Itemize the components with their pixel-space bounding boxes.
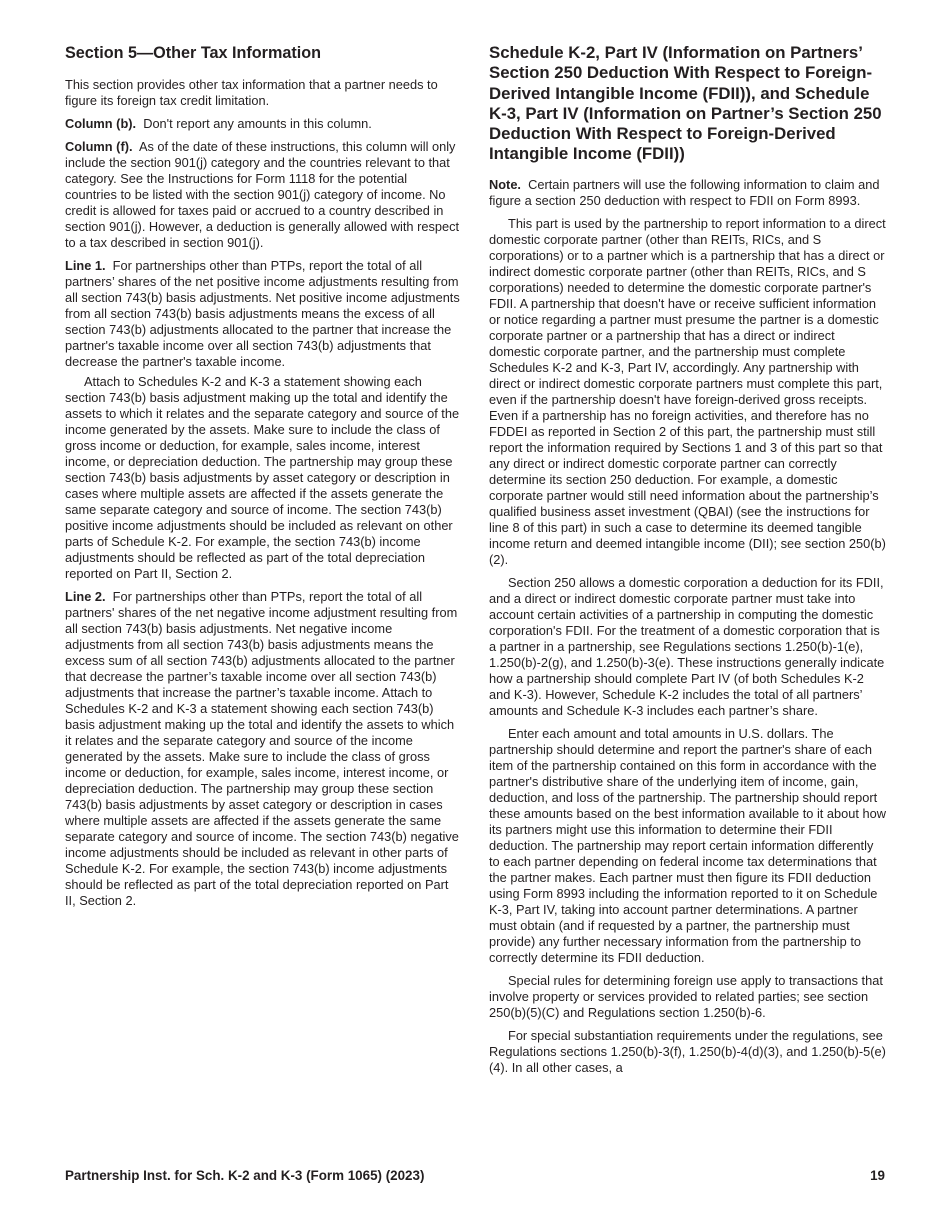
paragraph-part-use: This part is used by the partnership to report information to a direct domestic corporate partner (other than REITs, RICs, and S corporations) or to a partner which is a partnership that has a direct or indirect domestic corporate partner (other than REITs, RICs, and S corporations) needed to determine the domestic corporate partner's FDII. A partnership that doesn't have or receive sufficient information or notice regarding a partner must presume the partner is a domestic corporate partner or a partnership that has a direct or indirect domestic corporate partner, and the partnership must complete Schedules K-2 and K-3, Part IV, accordingly. Any partnership with direct or indirect domestic corporate partners must complete this part, even if the partnership doesn't have foreign-derived gross receipts. Even if a partnership has no foreign activities, and therefore has no FDDEI as reported in Section 2 of this part, the partnership must still report the information required by Sections 1 and 3 of this part so that any direct or indirect domestic corporate partner can correctly determine its section 250 deduction. For example, a domestic corporate partner would still need information about the partnership’s qualified business asset investment (QBAI) (see the instructions for line 8 of this part) in such a case to determine its deemed tangible income return and deemed intangible income (DII); see section 250(b)(2). [489,215,886,567]
column-f-paragraph [65,139,462,251]
line-1-paragraph [65,258,462,370]
column-b-lead: Column (b). [65,116,137,131]
paragraph-special-rules: Special rules for determining foreign use apply to transactions that involve property or services provided to related parties; see section 250(b)(5)(C) and Regulations section 1.250(b)-6. [489,972,883,1020]
section-intro: This section provides other tax information that a partner needs to figure its foreign tax credit limitation. [65,77,438,108]
paragraph-section-250: Section 250 allows a domestic corporation a deduction for its FDII, and a direct or indirect domestic corporate partner must take into account certain activities of a partnership in computing the domestic corporation's FDII. For the treatment of a domestic corporation that is a partner in a partnership, see Regulations sections 1.250(b)-1(e), 1.250(b)-2(g), and 1.250(b)-3(e). These instructions generally indicate how a partnership should complete Part IV (of both Schedules K-2 and K-3). However, Schedule K-2 includes the total of all partners’ amounts and Schedule K-3 includes each partner’s share. [489,574,885,718]
column-f-lead: Column (f). [65,139,133,154]
column-b-paragraph [65,116,462,132]
column-f-text: As of the date of these instructions, this column will only include the section 901(j) category and the countries relevant to that category. See the Instructions for Form 1118 for the potential countries to be listed with the section 901(j) category of income. No credit is allowed for taxes paid or accrued to a country described in section 901(j). However, a deduction is generally allowed with respect to a tax described in section 901(j). [65,139,460,250]
column-b-text: Don't report any amounts in this column. [143,116,372,131]
footer-doc-title: Partnership Inst. for Sch. K-2 and K-3 (Form 1065) (2023) [65,1168,425,1183]
note-text: Certain partners will use the following information to claim and figure a section 250 deduction with respect to FDII on Form 8993. [489,176,880,208]
line-2-text: For partnerships other than PTPs, report the total of all partners' shares of the net negative income adjustment resulting from all section 743(b) basis adjustments. Net negative income adjustments from all section 743(b) basis adjustments means the excess sum of all section 743(b) adjustments allocated to the partner that decrease the partner’s taxable income over all section 743(b) adjustments that increase the partner’s taxable income. Attach to Schedules K-2 and K-3 a statement showing each section 743(b) basis adjustment making up the total and identify the assets to which it relates and the separate category and source of the income generated by the assets. Make sure to include the class of gross income or deduction, for example, sales income, interest income, or depreciation deduction. The partnership may group these section 743(b) basis adjustments by asset category or description in cases where multiple assets are affected if the assets generate the same separate category and source of income. The section 743(b) negative income adjustments should be included as relevant in other parts of Schedule K-2. For example, the section 743(b) income adjustments should be reflected as part of the total depreciation reported on Part II, Section 2. [65,589,459,908]
page-number: 19 [870,1168,885,1183]
right-column [489,38,886,1083]
line-1-attach-paragraph: Attach to Schedules K-2 and K-3 a statement showing each section 743(b) basis adjustment making up the total and identify the assets to which it relates and the separate category and source of the income generated by the assets. Make sure to include the class of gross income or deduction, for example, sales income, interest income, or depreciation deduction. The partnership may group these section 743(b) basis adjustments by asset category or description in cases where multiple assets are affected if the assets generate the same separate category and source of income. The section 743(b) positive income adjustments should be included as relevant on other parts of Schedule K-2. For example, the section 743(b) income adjustments should be reflected as part of the total depreciation reported on Part II, Section 2. [65,374,460,581]
line-1-text: For partnerships other than PTPs, report the total of all partners’ shares of the net positive income adjustments resulting from all section 743(b) basis adjustments. Net positive income adjustments from all section 743(b) basis adjustments means the excess of all section 743(b) adjustments allocated to the partner that increase the partner's taxable income over all section 743(b) adjustments that decrease the partner's taxable income. [65,258,460,369]
line-2-paragraph [65,589,462,909]
line-1-lead: Line 1. [65,258,106,273]
part-iv-title: Schedule K-2, Part IV (Information on Partners’ Section 250 Deduction With Respect to Foreign-Derived Intangible Income (FDII)), and Schedule K-3, Part IV (Information on Partner’s Section 250 Deduction With Respect to Foreign-Derived Intangible Income (FDII)) [489,43,882,164]
line-2-lead: Line 2. [65,589,106,604]
left-column [65,38,462,916]
note-lead: Note. [489,176,521,192]
page-footer [65,1167,885,1185]
section-title: Section 5—Other Tax Information [65,44,322,62]
note-paragraph [489,177,886,209]
paragraph-us-dollars: Enter each amount and total amounts in U.S. dollars. The partnership should determine and report the partner's share of each item of the partnership contained on this form in accordance with the partner's distributive share of the underlying item of income, gain, deduction, and loss of the partnership. The partnership should report these amounts based on the best information available to it about how its partners might use this information to determine their FDII deduction. The partnership may report certain information differently to each partner depending on federal income tax determinations that the partner makes. Each partner must then figure its FDII deduction using Form 8993 including the information reported to it on Schedule K-3, Part IV, taking into account partner determinations. A partner must obtain (and if requested by a partner, the partnership must provide) any further necessary information from the partnership to correctly determine its FDII deduction. [489,725,886,965]
paragraph-substantiation: For special substantiation requirements under the regulations, see Regulations sections 1.250(b)-3(f), 1.250(b)-4(d)(3), and 1.250(b)-5(e)(4). In all other cases, a [489,1027,886,1075]
